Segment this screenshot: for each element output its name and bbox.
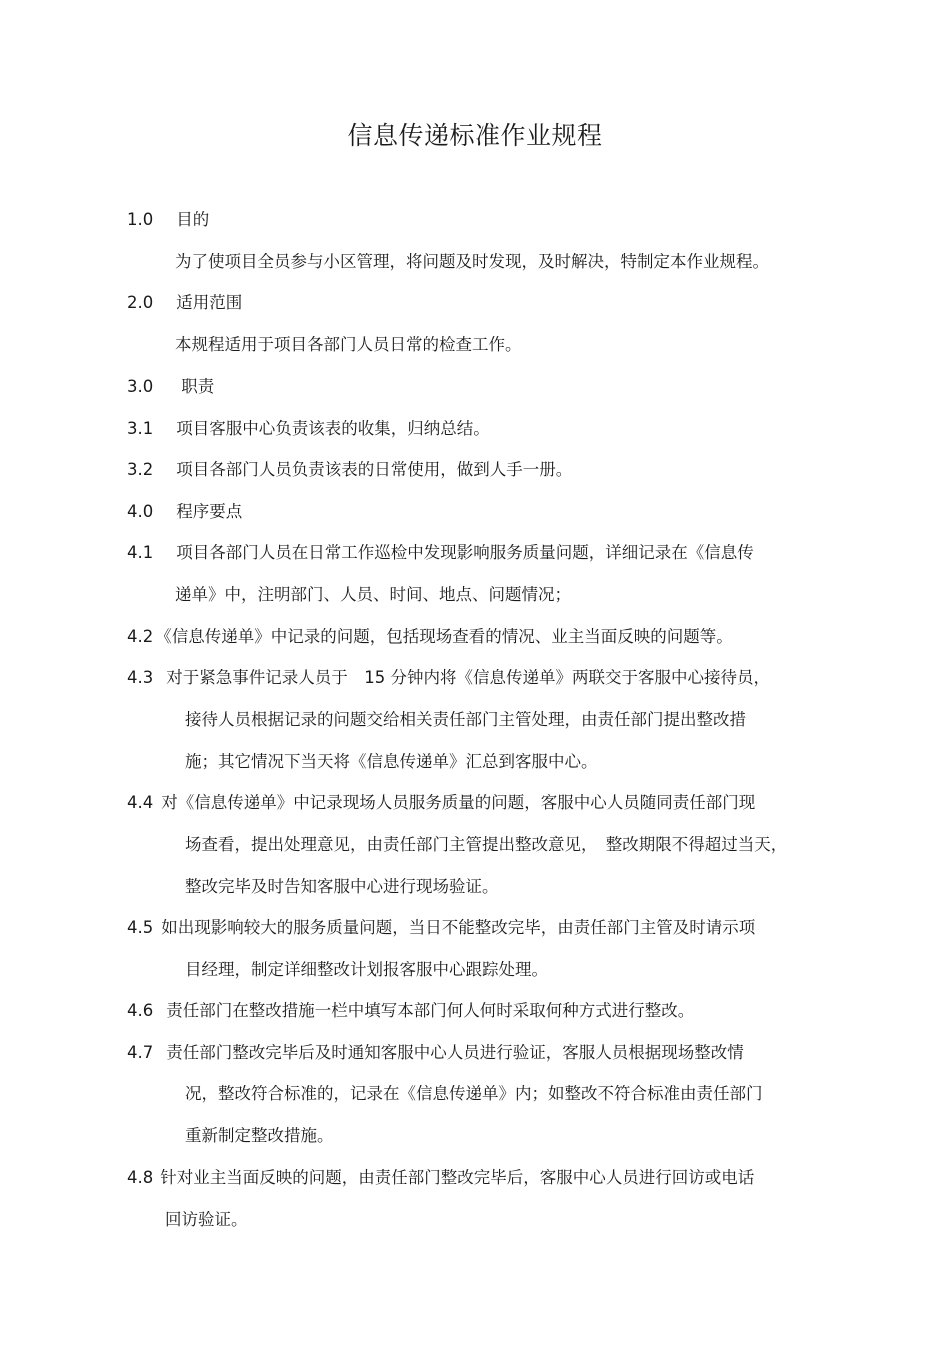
section-text: 接待人员根据记录的问题交给相关责任部门主管处理，由责任部门提出整改措 (185, 710, 746, 729)
section-text: 回访验证。 (165, 1210, 248, 1229)
section-number: 4.7 (127, 1043, 154, 1062)
list-item (127, 459, 572, 481)
section-text: 程序要点 (176, 502, 243, 521)
section-number: 4.8 (127, 1168, 154, 1187)
paragraph-line (175, 334, 522, 356)
section-number: 4.6 (127, 1001, 154, 1020)
section-number: 4.4 (127, 793, 154, 812)
section-text: 《信息传递单》中记录的问题，包括现场查看的情况、业主当面反映的问题等。 (155, 627, 733, 646)
list-item (127, 667, 770, 689)
section-heading (127, 292, 242, 314)
section-number: 4.1 (127, 543, 154, 562)
section-text: 对《信息传递单》中记录现场人员服务质量的问题，客服中心人员随同责任部门现 (161, 793, 756, 812)
paragraph-line (175, 584, 571, 606)
paragraph-line (185, 876, 499, 898)
section-text: 适用范围 (176, 293, 243, 312)
section-text: 职责 (181, 377, 215, 396)
section-number: 3.2 (127, 460, 154, 479)
section-text: 目的 (176, 210, 210, 229)
section-number: 4.5 (127, 918, 154, 937)
paragraph-line (185, 1125, 334, 1147)
section-text: 对于紧急事件记录人员于 15 分钟内将《信息传递单》两联交于客服中心接待员， (166, 668, 770, 687)
section-heading (127, 376, 214, 398)
section-text: 递单》中，注明部门、人员、时间、地点、问题情况； (175, 585, 571, 604)
section-number: 1.0 (127, 210, 154, 229)
paragraph-line (185, 834, 787, 856)
section-text: 责任部门在整改措施一栏中填写本部门何人何时采取何种方式进行整改。 (166, 1001, 695, 1020)
paragraph-line (185, 751, 598, 773)
section-text: 如出现影响较大的服务质量问题，当日不能整改完毕，由责任部门主管及时请示项 (161, 918, 756, 937)
section-text: 项目客服中心负责该表的收集，归纳总结。 (176, 419, 490, 438)
section-text: 整改完毕及时告知客服中心进行现场验证。 (185, 877, 499, 896)
list-item (127, 792, 755, 814)
paragraph-line (185, 959, 548, 981)
section-text: 重新制定整改措施。 (185, 1126, 334, 1145)
document-title: 信息传递标准作业规程 (347, 121, 603, 150)
list-item (127, 418, 490, 440)
list-item (127, 1042, 744, 1064)
section-number: 4.2 (127, 627, 154, 646)
paragraph-line (185, 709, 746, 731)
list-item (127, 1167, 754, 1189)
section-text: 本规程适用于项目各部门人员日常的检查工作。 (175, 335, 522, 354)
paragraph-line (175, 251, 769, 273)
section-text: 责任部门整改完毕后及时通知客服中心人员进行验证，客服人员根据现场整改情 (166, 1043, 744, 1062)
section-number: 2.0 (127, 293, 154, 312)
section-number: 4.0 (127, 502, 154, 521)
section-text: 况，整改符合标准的，记录在《信息传递单》内；如整改不符合标准由责任部门 (185, 1084, 763, 1103)
list-item (127, 626, 733, 648)
section-text: 施；其它情况下当天将《信息传递单》汇总到客服中心。 (185, 752, 598, 771)
section-text: 项目各部门人员负责该表的日常使用，做到人手一册。 (176, 460, 573, 479)
section-number: 3.0 (127, 377, 154, 396)
section-heading (127, 209, 209, 231)
section-text: 为了使项目全员参与小区管理，将问题及时发现，及时解决，特制定本作业规程。 (175, 252, 769, 271)
section-text: 项目各部门人员在日常工作巡检中发现影响服务质量问题，详细记录在《信息传 (176, 543, 754, 562)
paragraph-line (185, 1083, 763, 1105)
section-number: 4.3 (127, 668, 154, 687)
section-text: 场查看，提出处理意见，由责任部门主管提出整改意见， 整改期限不得超过当天， (185, 835, 788, 854)
section-number: 3.1 (127, 419, 154, 438)
paragraph-line (165, 1209, 248, 1231)
list-item (127, 542, 754, 564)
list-item (127, 917, 755, 939)
section-heading (127, 501, 242, 523)
section-text: 目经理，制定详细整改计划报客服中心跟踪处理。 (185, 960, 548, 979)
section-text: 针对业主当面反映的问题，由责任部门整改完毕后，客服中心人员进行回访或电话 (160, 1168, 755, 1187)
list-item (127, 1000, 694, 1022)
